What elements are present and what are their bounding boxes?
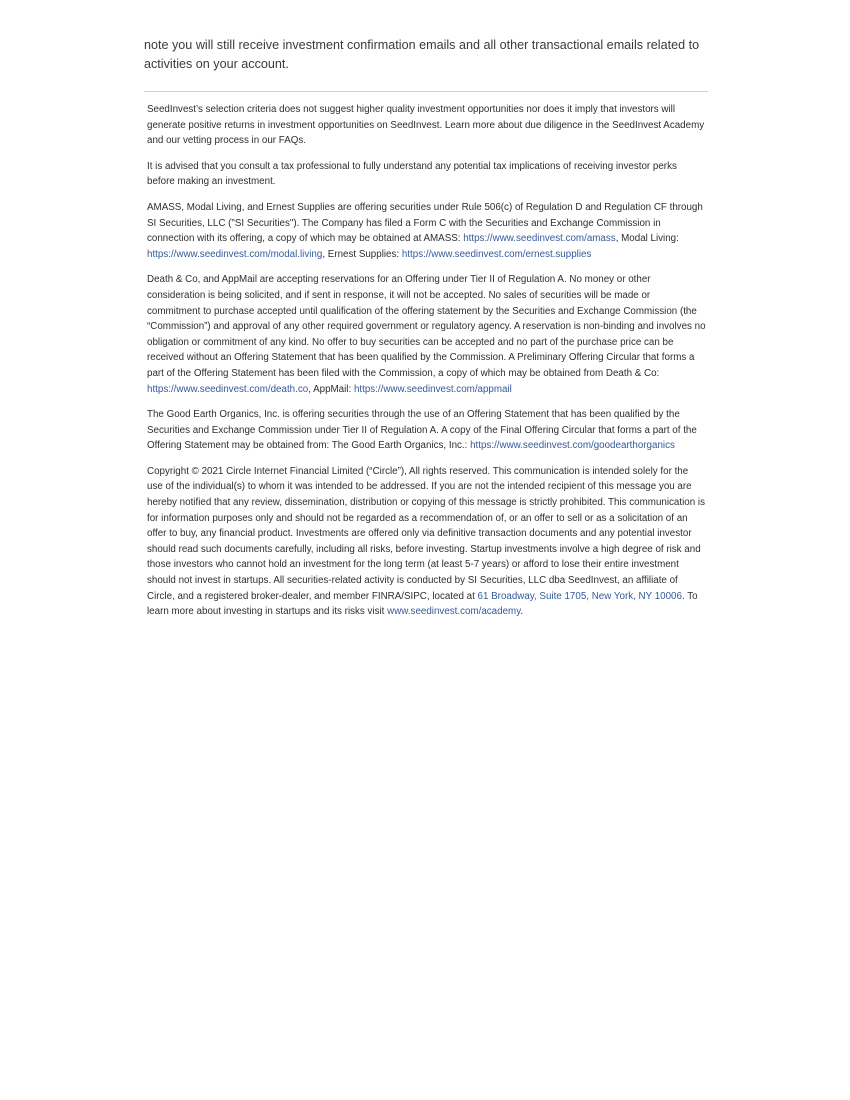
copyright-text-after-address: . To learn more about investing in startups and its risks visit	[147, 590, 698, 618]
reg-cf-separator-ernest: , Ernest Supplies:	[322, 248, 402, 260]
reg-a-separator-appmail: , AppMail:	[308, 383, 354, 395]
reg-a-reservations-text: Death & Co, and AppMail are accepting reservations for an Offering under Tier II of Regulation A. No money or other consideration is being solicited, and if sent in response, it will not be accepted. No sales of securities will be made or commitment to purchase accepted until qualification of the offering statement by the Securities and Exchange Commission (the “Commission”) and approval of any other required government or regulatory agency. A reservation is non-binding and involves no obligation or commitment of any kind. No offer to buy securities can be accepted and no part of the purchase price can be received without an Offering Statement that has been qualified by the Commission. A Preliminary Offering Circular that forms a part of the Offering Statement has been filed with the Commission, a copy of which may be obtained from Death & Co:	[147, 274, 706, 379]
copyright-notice	[147, 464, 706, 620]
modal-living-link[interactable]: https://www.seedinvest.com/modal.living	[147, 248, 323, 260]
address-link[interactable]: 61 Broadway, Suite 1705, New York, NY 10006	[477, 590, 682, 602]
copyright-text: Copyright © 2021 Circle Internet Financial Limited (“Circle”), All rights reserved. This communication is intended solely for the use of the individual(s) to whom it was intended to be addressed. If you are not the intended recipient of this message you are hereby notified that any review, dissemination, distribution or copying of this message is strictly prohibited. This communication is for information purposes only and should not be regarded as a recommendation of, or an offer to sell or as a solicitation of an offer to buy, any financial product. Investments are offered only via definitive transaction documents and any potential investor should read such documents carefully, including all risks, before investing. Startup investments involve a high degree of risk and those investors who cannot hold an investment for the long term (at least 5-7 years) or afford to lose their entire investment should not invest in startups. All securities-related activity is conducted by SI Securities, LLC dba SeedInvest, an affiliate of Circle, and a registered broker-dealer, and member FINRA/SIPC, located at	[147, 465, 705, 602]
appmail-link[interactable]: https://www.seedinvest.com/appmail	[353, 383, 512, 395]
amass-link[interactable]: https://www.seedinvest.com/amass	[463, 233, 616, 245]
good-earth-disclaimer	[147, 407, 706, 454]
reg-a-reservations-disclaimer	[147, 272, 706, 397]
reg-cf-disclaimer	[147, 200, 706, 262]
good-earth-organics-link[interactable]: https://www.seedinvest.com/goodearthorganics	[470, 440, 675, 452]
reg-cf-separator-modal: , Modal Living:	[615, 233, 679, 245]
ernest-supplies-link[interactable]: https://www.seedinvest.com/ernest.supplies	[401, 248, 592, 260]
email-footer	[144, 36, 708, 630]
academy-link[interactable]: www.seedinvest.com/academy	[387, 606, 521, 618]
disclaimer-section	[144, 102, 708, 620]
copyright-text-end: .	[520, 606, 524, 618]
tax-advice-disclaimer: It is advised that you consult a tax professional to fully understand any potential tax implications of receiving investor perks before making an investment.	[147, 160, 677, 188]
intro-note: note you will still receive investment confirmation emails and all other transactional emails related to activities on your account.	[144, 38, 700, 71]
good-earth-text: The Good Earth Organics, Inc. is offering securities through the use of an Offering Statement that has been qualified by the Securities and Exchange Commission under Tier II of Regulation A. A copy of the Final Offering Circular that forms a part of the Offering Statement may be obtained from: The Good Earth Organics, Inc.:	[147, 409, 697, 452]
divider	[144, 91, 708, 92]
death-co-link[interactable]: https://www.seedinvest.com/death.co	[147, 383, 309, 395]
selection-criteria-disclaimer: SeedInvest’s selection criteria does not suggest higher quality investment opportunities nor does it imply that investors will generate positive returns in investment opportunities on SeedInvest. Learn more about due diligence in the SeedInvest Academy and our vetting process in our FAQs.	[147, 104, 705, 147]
reg-cf-text: AMASS, Modal Living, and Ernest Supplies are offering securities under Rule 506(c) of Regulation D and Regulation CF through SI Securities, LLC ("SI Securities"). The Company has filed a Form C with the Securities and Exchange Commission in connection with its offering, a copy of which may be obtained at AMASS:	[147, 201, 703, 245]
